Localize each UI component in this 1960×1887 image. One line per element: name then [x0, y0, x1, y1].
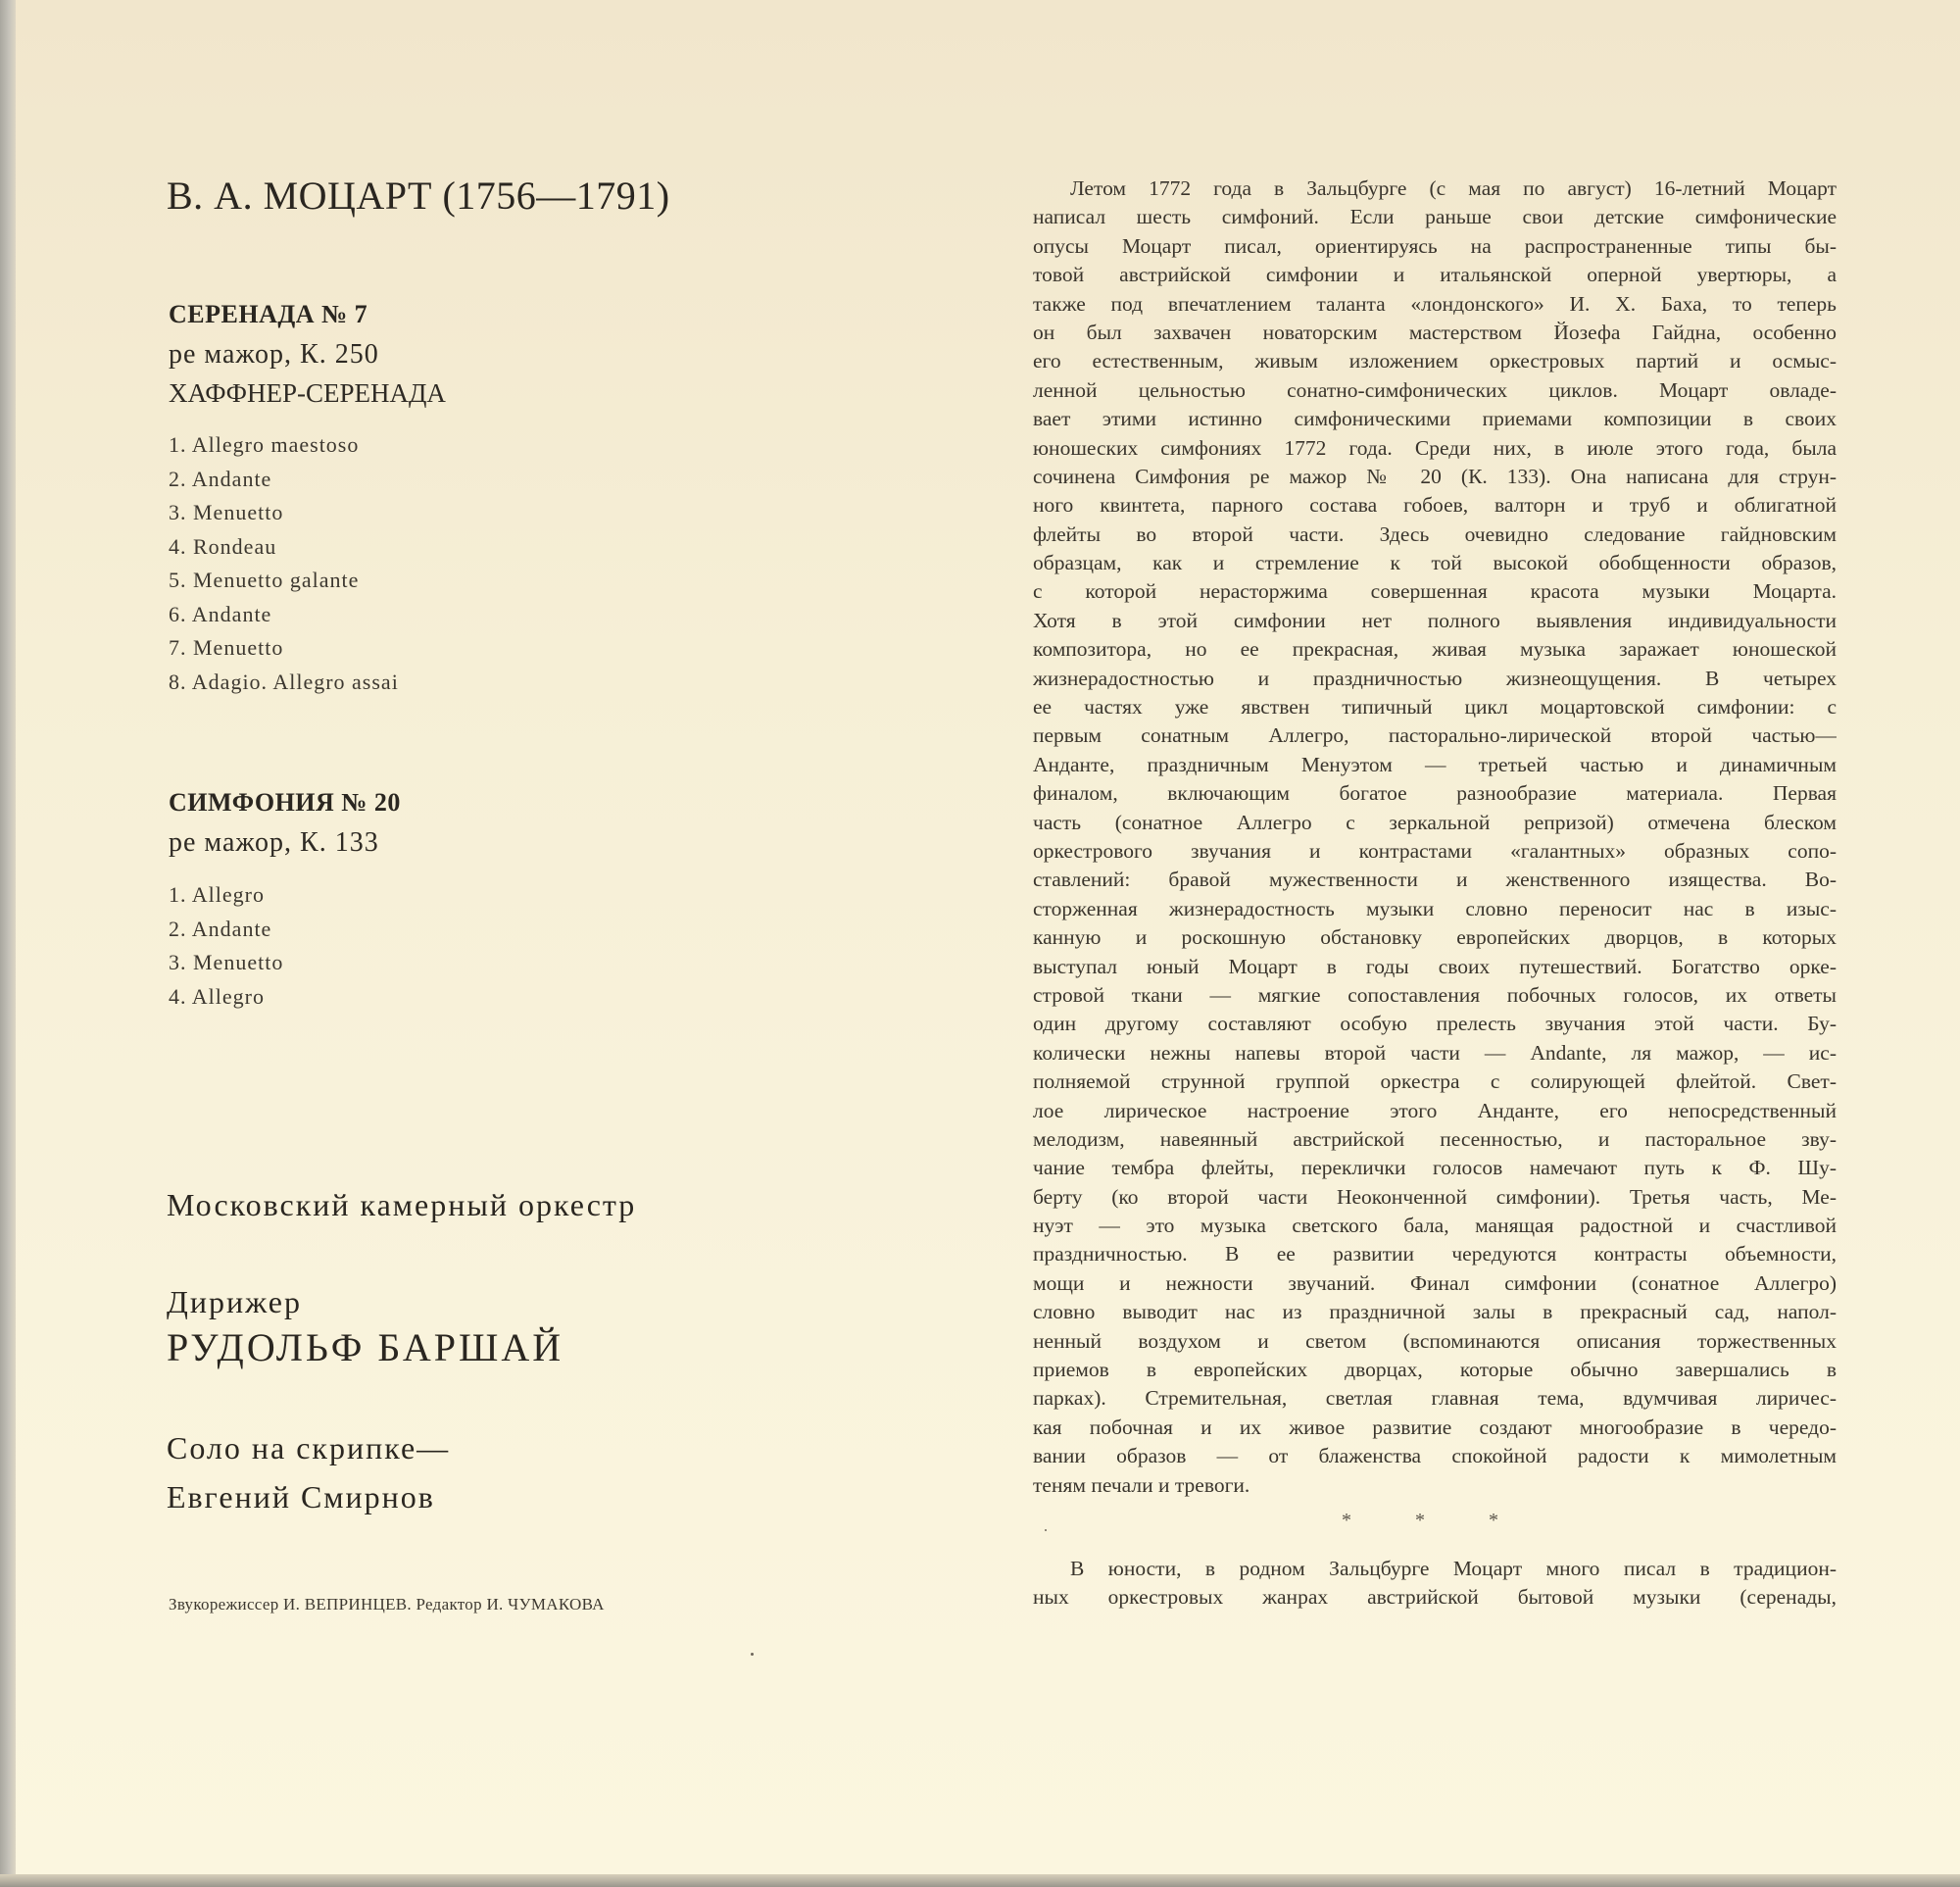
essay-line: ставлений: бравой мужественности и женственного изящества. Во-	[1033, 868, 1837, 892]
symphony-title: СИМФОНИЯ № 20	[169, 788, 401, 817]
essay-line: В юности, в родном Зальцбурге Моцарт много писал в традицион-	[1070, 1557, 1837, 1580]
essay-line: стровой ткани — мягкие сопоставления побочных голосов, их ответы	[1033, 982, 1837, 1007]
essay-line: опусы Моцарт писал, ориентируясь на распространенные типы бы-	[1033, 233, 1837, 258]
essay-line: вает этими истинно симфоническими приемами композиции в своих	[1033, 407, 1837, 431]
symphony-block	[169, 788, 401, 1014]
essay-line: ных оркестровых жанрах австрийской бытовой музыки (серенады,	[1033, 1585, 1837, 1610]
essay-line: с которой нерасторжима совершенная красота музыки Моцарта.	[1033, 579, 1837, 604]
conductor-label: Дирижер	[167, 1284, 302, 1319]
movement-item: 3. Menuetto	[169, 950, 284, 974]
essay-line: ее частях уже явствен типичный цикл моцартовской симфонии: с	[1033, 695, 1837, 720]
symphony-key: ре мажор, К. 133	[169, 827, 379, 858]
scanner-edge-bottom	[0, 1874, 1960, 1887]
essay-line: канную и роскошную обстановку европейских дворцов, в которых	[1033, 925, 1837, 950]
essay-line: нуэт — это музыка светского бала, манящая радостной и счастливой	[1033, 1214, 1837, 1238]
soloist-label: Соло на скрипке—	[167, 1430, 451, 1465]
composer-heading: В. А. МОЦАРТ (1756—1791)	[167, 174, 670, 218]
essay-line: его естественным, живым изложением оркестровых партий и осмыс-	[1033, 349, 1837, 373]
serenade-block	[169, 300, 446, 699]
serenade-subtitle: ХАФФНЕР-СЕРЕНАДА	[169, 378, 446, 408]
essay-line: вании образов — от блаженства спокойной радости к мимолетным	[1033, 1444, 1837, 1468]
movement-item: 4. Allegro	[169, 983, 265, 1009]
movement-item: 1. Allegro maestoso	[169, 432, 360, 457]
production-credits: Звукорежиссер И. ВЕПРИНЦЕВ. Редактор И. ЧУМАКОВА	[169, 1595, 605, 1614]
essay-line: теням печали и тревоги.	[1033, 1472, 1250, 1497]
serenade-movements-list	[169, 428, 446, 699]
essay-line: флейты во второй части. Здесь очевидно следование гайдновским	[1033, 521, 1837, 546]
movement-item: 2. Andante	[169, 916, 272, 941]
essay-line: праздничностью. В ее развитии чередуются контрасты объемности,	[1033, 1242, 1837, 1266]
liner-notes-continuation	[1033, 1555, 1837, 1613]
essay-line: финалом, включающим богатое разнообразие материала. Первая	[1033, 781, 1837, 806]
movement-item: 7. Menuetto	[169, 635, 284, 660]
soloist-block	[167, 1423, 450, 1521]
scanner-edge-left	[0, 0, 16, 1887]
soloist-name: Евгений Смирнов	[167, 1479, 435, 1515]
essay-line: приемов в европейских дворцах, которые обычно завершались в	[1033, 1358, 1837, 1382]
movement-item: 4. Rondeau	[169, 533, 277, 559]
essay-line: Хотя в этой симфонии нет полного выявления индивидуальности	[1033, 608, 1837, 632]
essay-line: оркестрового звучания и контрастами «галантных» образных сопо-	[1033, 838, 1837, 863]
symphony-movements-list	[169, 878, 401, 1014]
movement-item: 3. Menuetto	[169, 500, 284, 524]
essay-line: ного квинтета, парного состава гобоев, валторн и труб и облигатной	[1033, 493, 1837, 518]
section-separator: * * *	[1342, 1510, 1528, 1531]
essay-line: ленной цельностью сонатно-симфонических циклов. Моцарт овладе-	[1033, 377, 1837, 402]
essay-line: первым сонатным Аллегро, пасторально-лирической второй частью—	[1033, 723, 1837, 748]
essay-line: композитора, но ее прекрасная, живая музыка заражает юношеской	[1033, 637, 1837, 662]
essay-line: ненный воздухом и светом (вспоминаются описания торжественных	[1033, 1328, 1837, 1353]
essay-line: жизнерадостностью и праздничностью жизнеощущения. В четырех	[1033, 666, 1837, 690]
movement-item: 5. Menuetto galante	[169, 568, 360, 592]
movement-item: 6. Andante	[169, 601, 272, 626]
essay-line: он был захвачен новаторским мастерством Йозефа Гайдна, особенно	[1033, 320, 1837, 344]
serenade-key: ре мажор, К. 250	[169, 339, 379, 370]
essay-line: полняемой струнной группой оркестра с солирующей флейтой. Свет-	[1033, 1069, 1837, 1094]
essay-line: Летом 1772 года в Зальцбурге (с мая по август) 16-летний Моцарт	[1070, 176, 1837, 200]
essay-line: написал шесть симфоний. Если раньше свои детские симфонические	[1033, 205, 1837, 229]
essay-line: товой австрийской симфонии и итальянской оперной увертюры, а	[1033, 263, 1837, 287]
essay-line: кая побочная и их живое развитие создают многообразие в чередо-	[1033, 1415, 1837, 1439]
essay-line: сторженная жизнерадостность музыки словно переносит нас в изыс-	[1033, 896, 1837, 920]
essay-line: мелодизм, навеянный австрийской песенностью, и пасторальное зву-	[1033, 1126, 1837, 1151]
conductor-name: РУДОЛЬФ БАРШАЙ	[167, 1325, 564, 1369]
essay-line: лое лирическое настроение этого Анданте, его непосредственный	[1033, 1098, 1837, 1122]
movement-item: 2. Andante	[169, 466, 272, 491]
essay-line: выступал юный Моцарт в годы своих путешествий. Богатство орке-	[1033, 954, 1837, 978]
essay-line: парках). Стремительная, светлая главная тема, вдумчивая лиричес-	[1033, 1386, 1837, 1411]
essay-line: Анданте, праздничным Менуэтом — третьей частью и динамичным	[1033, 752, 1837, 776]
orchestra-name: Московский камерный оркестр	[167, 1187, 637, 1222]
serenade-title: СЕРЕНАДА № 7	[169, 300, 368, 328]
conductor-block	[167, 1280, 564, 1372]
essay-line: образцам, как и стремление к той высокой обобщенности образов,	[1033, 551, 1837, 575]
liner-notes-essay	[1033, 174, 1837, 1500]
essay-line: один другому составляют особую прелесть звучания этой части. Бу-	[1033, 1012, 1837, 1036]
essay-line: сочинена Симфония ре мажор № 20 (К. 133). Она написана для струн-	[1033, 464, 1837, 488]
movement-item: 8. Adagio. Allegro assai	[169, 669, 399, 694]
movement-item: 1. Allegro	[169, 882, 265, 907]
essay-line: чание тембра флейты, переклички голосов намечают путь к Ф. Шу-	[1033, 1156, 1837, 1180]
essay-line: мощи и нежности звучаний. Финал симфонии (сонатное Аллегро)	[1033, 1270, 1837, 1295]
essay-line: словно выводит нас из праздничной залы в прекрасный сад, напол-	[1033, 1300, 1837, 1324]
essay-line: также под впечатлением таланта «лондонского» И. X. Баха, то теперь	[1033, 291, 1837, 316]
essay-line: колически нежны напевы второй части — Andante, ля мажор, — ис-	[1033, 1040, 1837, 1065]
essay-line: юношеских симфониях 1772 года. Среди них, в июле этого года, была	[1033, 435, 1837, 460]
paper-speck	[751, 1653, 754, 1656]
essay-line: берту (ко второй части Неоконченной симфонии). Третья часть, Ме-	[1033, 1184, 1837, 1209]
paper-speck	[1045, 1529, 1047, 1531]
essay-line: часть (сонатное Аллегро с зеркальной репризой) отмечена блеском	[1033, 810, 1837, 834]
